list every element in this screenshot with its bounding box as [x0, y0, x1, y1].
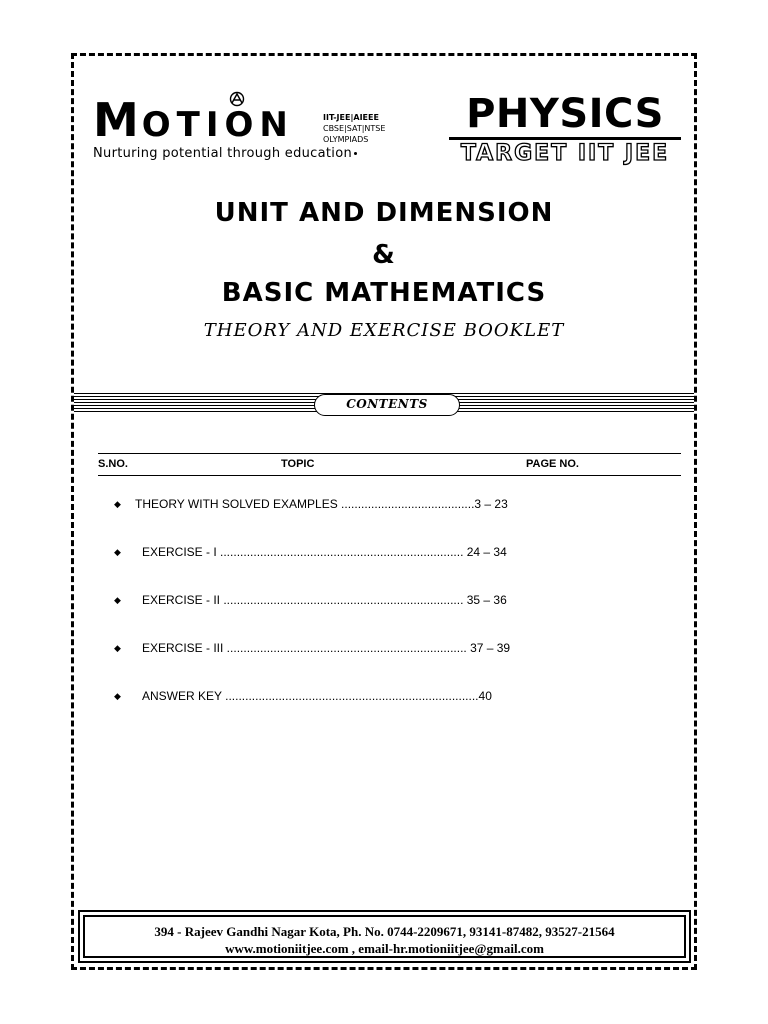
logo-exam-tags: [323, 112, 403, 145]
toc-item-text: EXERCISE - I ......................................................................... 24 – 34: [142, 545, 507, 559]
subject-header: [449, 92, 681, 168]
subject-title: PHYSICS: [466, 91, 664, 137]
contents-label: CONTENTS: [314, 394, 460, 416]
emblem-icon: [226, 91, 248, 107]
main-title-line-2: BASIC MATHEMATICS: [221, 278, 547, 308]
main-title-line-1: UNIT AND DIMENSION: [214, 198, 554, 228]
subject-target: TARGET IIT JEE: [460, 141, 670, 166]
logo-tagline-text: Nurturing potential through education: [93, 146, 353, 161]
toc-item-text: EXERCISE - III ........................................................................ 37 – 39: [142, 641, 511, 655]
toc-bottom-rule: [98, 475, 681, 476]
logo-rest: OTION: [141, 105, 294, 145]
toc-item: [114, 689, 584, 707]
logo-tag: IIT-JEE|AIEEE: [323, 113, 379, 122]
toc-col-topic: TOPIC: [281, 458, 315, 470]
main-title-ampersand: &: [372, 240, 396, 270]
footer-contact: www.motioniitjee.com , email-hr.motioniitjee@gmail.com: [225, 941, 544, 956]
logo-tag: OLYMPIADS: [323, 135, 369, 144]
logo-tagline: [93, 146, 357, 161]
toc-item-text: ANSWER KEY ............................................................................40: [142, 689, 492, 703]
footer-box: [78, 910, 691, 963]
diamond-bullet-icon: ◆: [114, 691, 121, 701]
toc-col-sno: S.NO.: [98, 458, 128, 470]
motion-logo: [93, 95, 403, 167]
tagline-dot-icon: [354, 152, 357, 155]
toc-item-text: THEORY WITH SOLVED EXAMPLES ........................................3 – 23: [135, 497, 508, 511]
toc-header: [98, 453, 681, 477]
diamond-bullet-icon: ◆: [114, 499, 121, 509]
toc-item-text: EXERCISE - II ........................................................................ 35 – 36: [142, 593, 507, 607]
toc-item: [114, 641, 584, 659]
diamond-bullet-icon: ◆: [114, 595, 121, 605]
toc-item: [114, 593, 584, 611]
toc-item: [114, 545, 584, 563]
toc-item: [114, 497, 584, 515]
diamond-bullet-icon: ◆: [114, 547, 121, 557]
logo-initial: M: [93, 93, 142, 147]
logo-wordmark: [93, 95, 294, 150]
toc-col-page: PAGE NO.: [526, 458, 579, 470]
logo-tag: CBSE|SAT|NTSE: [323, 124, 386, 133]
toc-top-rule: [98, 453, 681, 454]
booklet-subtitle: THEORY AND EXERCISE BOOKLET: [203, 320, 565, 341]
footer-inner-box: [83, 915, 686, 958]
diamond-bullet-icon: ◆: [114, 643, 121, 653]
footer-address: 394 - Rajeev Gandhi Nagar Kota, Ph. No. 0744-2209671, 93141-87482, 93527-21564: [154, 924, 615, 939]
